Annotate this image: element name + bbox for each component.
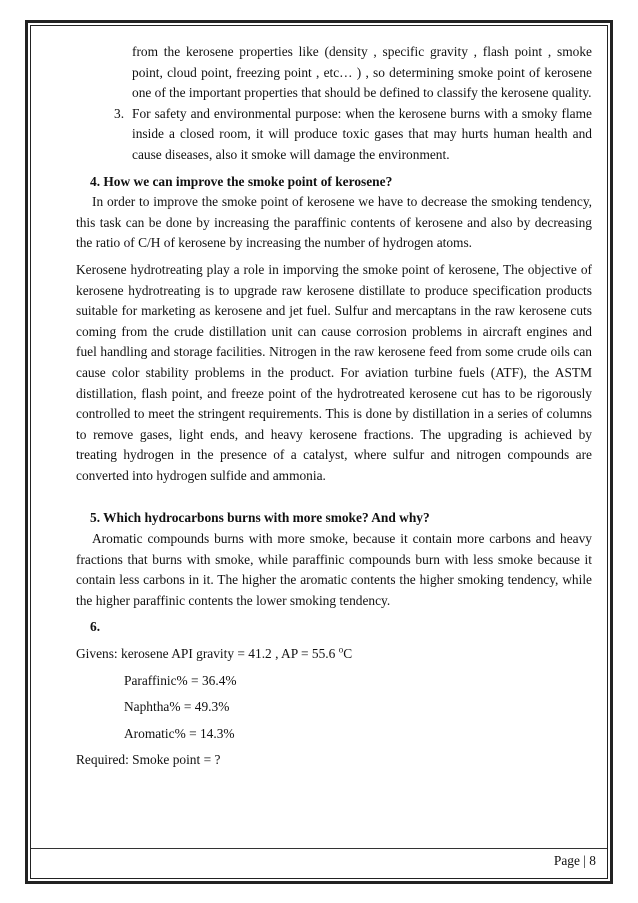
section-4-paragraph-1: In order to improve the smoke point of kerosene we have to decrease the smoking tendency, this task can be done by increasing the paraffinic contents of kerosene and also by decreasing the ratio of C/H of kerosene by increasing the number of hydrogen atoms. xyxy=(76,194,592,251)
section-heading-6: 6. xyxy=(90,619,101,635)
givens-line xyxy=(76,644,592,665)
paraffinic-value: Paraffinic% = 36.4% xyxy=(124,672,237,688)
section-heading-4: 4. How we can improve the smoke point of kerosene? xyxy=(90,173,393,189)
list-text: For safety and environmental purpose: when the kerosene burns with a smoky flame inside a closed room, it will produce toxic gases that may hurts human health and cause diseases, also it smoke will damage the environment. xyxy=(132,105,592,162)
givens-unit: C xyxy=(343,646,353,662)
naphtha-value: Naphtha% = 49.3% xyxy=(124,699,230,715)
page-content xyxy=(76,42,592,771)
required-line: Required: Smoke point = ? xyxy=(76,752,221,768)
givens-text: Givens: kerosene API gravity = 41.2 , AP = 55.6 xyxy=(76,646,339,662)
section-5-paragraph: Aromatic compounds burns with more smoke, because it contain more carbons and heavy fractions that burns with smoke, while paraffinic compounds burn with less smoke because it contain less carbons in it. The higher the aromatic contents the higher smoking tendency, while the higher paraffinic contents the lower smoking tendency. xyxy=(76,531,592,608)
aromatic-value: Aromatic% = 14.3% xyxy=(124,725,235,741)
section-4-paragraph-2: Kerosene hydrotreating play a role in imporving the smoke point of kerosene, The objective of kerosene hydrotreating is to upgrade raw kerosene distillate to produce specification products suitable for marketing as kerosene and jet fuel. Sulfur and mercaptans in the raw kerosene cuts coming from the crude distillation unit can cause corrosion problems in aircraft engines and fuel handling and storage facilities. Nitrogen in the raw kerosene feed from some crude oils can cause color stability problems in the product. For aviation turbine fuels (ATF), the ASTM distillation, flash point, and freeze point of the hydrotreated kerosene cut has to be rigorously controlled to meet the stringent requirements. This is done by distillation in a series of columns to remove gases, light ends, and heavy kerosene fractions. The upgrading is achieved by treating hydrogen in the presence of a catalyst, where sulfur and nitrogen compounds are converted into hydrogen sulfide and ammonia. xyxy=(76,261,592,483)
degree-superscript: o xyxy=(338,644,344,655)
footer-divider xyxy=(31,848,607,849)
list-number: 3. xyxy=(114,105,125,121)
continuation-paragraph: from the kerosene properties like (density , specific gravity , flash point , smoke point, cloud point, freezing point , etc… ) , so determining smoke point of kerosene one of the important properties that should be defined to classify the kerosene quality. xyxy=(132,44,592,101)
section-heading-5: 5. Which hydrocarbons burns with more smoke? And why? xyxy=(90,510,430,526)
list-item-3 xyxy=(76,104,592,166)
page-number: Page | 8 xyxy=(553,853,596,868)
